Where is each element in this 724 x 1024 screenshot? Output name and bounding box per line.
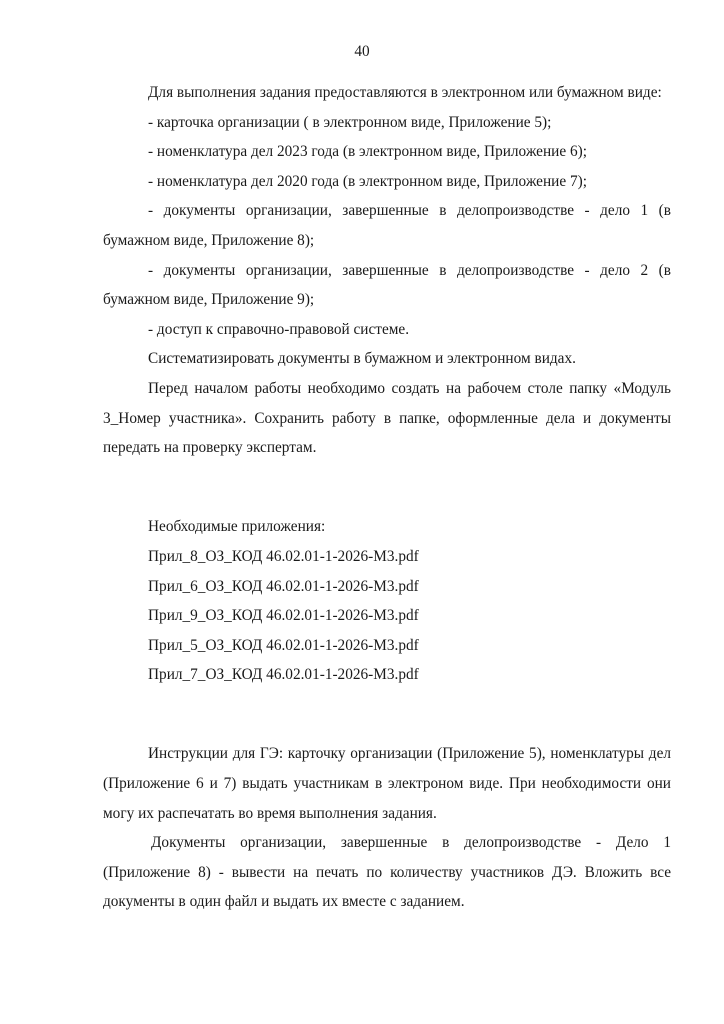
instructions-paragraph: Инструкции для ГЭ: карточку организации (Приложение 5), номенклатуры дел (Приложение 6 и 7) выдать участникам в электроном виде. При необходимости они могу их распечатать во время выполнения задания. — [103, 745, 671, 822]
material-item: - номенклатура дел 2020 года (в электронном виде, Приложение 7); — [148, 172, 587, 190]
attachment-file: Прил_9_ОЗ_КОД 46.02.01-1-2026-М3.pdf — [148, 607, 419, 625]
documents-note-paragraph: Документы организации, завершенные в делопроизводстве - Дело 1 (Приложение 8) - вывести на печать по количеству участников ДЭ. Вложить все документы в один файл и выдать их вместе с заданием. — [103, 834, 671, 911]
material-item: - карточка организации ( в электронном виде, Приложение 5); — [148, 113, 552, 131]
page-number: 40 — [354, 43, 370, 60]
attachment-file: Прил_7_ОЗ_КОД 46.02.01-1-2026-М3.pdf — [148, 666, 419, 684]
material-item: - доступ к справочно-правовой системе. — [148, 320, 410, 338]
before-start-paragraph: Перед началом работы необходимо создать на рабочем столе папку «Модуль 3_Номер участника». Сохранить работу в папке, оформленные дела и документы передать на проверку экспертам. — [103, 379, 671, 457]
attachment-file: Прил_8_ОЗ_КОД 46.02.01-1-2026-М3.pdf — [148, 547, 419, 565]
material-item: - документы организации, завершенные в делопроизводстве - дело 1 (в бумажном виде, Приложение 8); — [103, 202, 671, 249]
intro-paragraph: Для выполнения задания предоставляются в электронном или бумажном виде: — [148, 84, 662, 101]
spacer — [103, 492, 671, 512]
material-item: - номенклатура дел 2023 года (в электронном виде, Приложение 6); — [148, 143, 587, 161]
spacer — [103, 463, 671, 493]
spacer — [103, 690, 671, 720]
page-body — [103, 78, 671, 917]
material-item: - документы организации, завершенные в делопроизводстве - дело 2 (в бумажном виде, Приложение 9); — [103, 261, 671, 309]
spacer — [103, 719, 671, 739]
attachment-file: Прил_5_ОЗ_КОД 46.02.01-1-2026-М3.pdf — [148, 636, 419, 654]
systematize-paragraph: Систематизировать документы в бумажном и электронном видах. — [148, 350, 576, 368]
attachment-file: Прил_6_ОЗ_КОД 46.02.01-1-2026-М3.pdf — [148, 577, 419, 595]
attachments-heading: Необходимые приложения: — [148, 518, 326, 536]
